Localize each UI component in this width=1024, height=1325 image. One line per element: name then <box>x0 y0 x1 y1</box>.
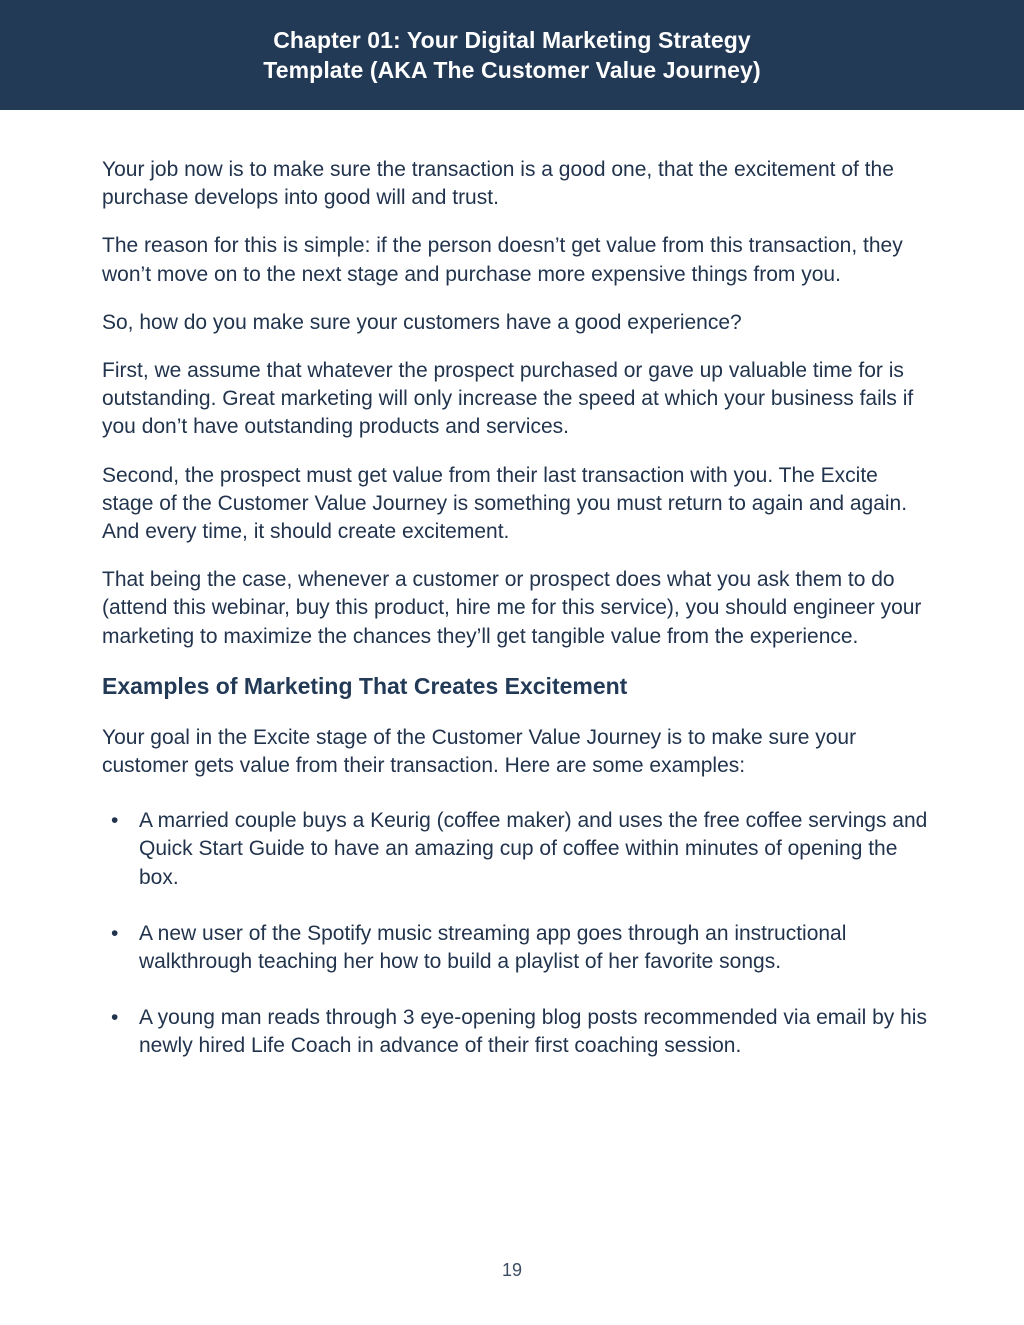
list-item <box>102 1004 932 1060</box>
bullet-icon: • <box>111 809 119 833</box>
bullet-icon: • <box>111 1006 119 1030</box>
list-item-text: A young man reads through 3 eye-opening blog posts recommended via email by his newly hired Life Coach in advance of their first coaching session. <box>139 1006 927 1058</box>
paragraph-reason: The reason for this is simple: if the person doesn’t get value from this transaction, they won’t move on to the next stage and purchase more expensive things from you. <box>102 234 903 286</box>
chapter-title-line-2: Template (AKA The Customer Value Journey) <box>263 57 761 83</box>
section-heading: Examples of Marketing That Creates Excitement <box>102 672 628 699</box>
page-number: 19 <box>501 1260 523 1280</box>
page-body <box>102 156 932 1089</box>
paragraph-first: First, we assume that whatever the prospect purchased or gave up valuable time for is outstanding. Great marketing will only increase the speed at which your business fails if you don’t have outstanding products and services. <box>102 359 914 439</box>
paragraph-transaction: Your job now is to make sure the transaction is a good one, that the excitement of the purchase develops into good will and trust. <box>102 158 894 210</box>
list-item <box>102 807 932 892</box>
bullet-icon: • <box>111 921 119 945</box>
chapter-title-line-1: Chapter 01: Your Digital Marketing Strategy <box>273 27 751 53</box>
paragraph-question: So, how do you make sure your customers have a good experience? <box>102 310 742 334</box>
list-item-text: A new user of the Spotify music streaming app goes through an instructional walkthrough teaching her how to build a playlist of her favorite songs. <box>139 921 847 974</box>
list-item <box>102 920 932 976</box>
paragraph-engineer: That being the case, whenever a customer or prospect does what you ask them to do (attend this webinar, buy this product, hire me for this service), you should engineer your marketing to maximize the chances they’ll get tangible value from the experience. <box>102 568 922 648</box>
examples-list <box>102 807 932 1060</box>
paragraph-second: Second, the prospect must get value from their last transaction with you. The Excite stage of the Customer Value Journey is something you must return to again and again. And every time, it should create excitement. <box>102 463 908 544</box>
section-intro: Your goal in the Excite stage of the Customer Value Journey is to make sure your customer gets value from their transaction. Here are some examples: <box>102 725 857 778</box>
list-item-text: A married couple buys a Keurig (coffee maker) and uses the free coffee servings and Quick Start Guide to have an amazing cup of coffee within minutes of opening the box. <box>139 809 928 889</box>
chapter-header-band <box>0 0 1024 110</box>
